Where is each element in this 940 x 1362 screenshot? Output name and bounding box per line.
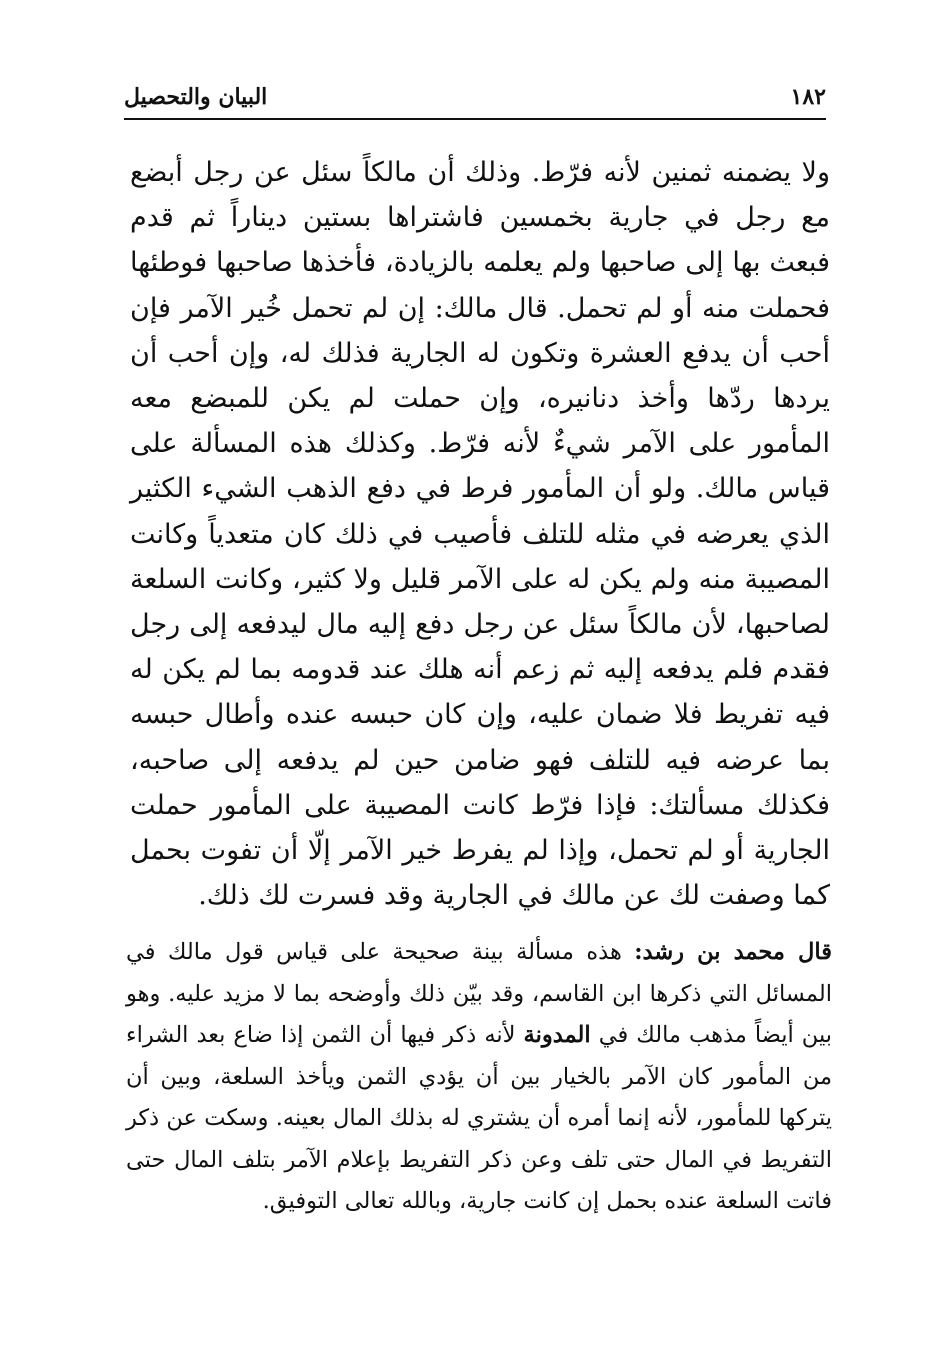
commentary-paragraph bbox=[126, 932, 832, 1223]
page-number: ١٨٢ bbox=[790, 84, 826, 110]
commentary-text-part1: هذه مسألة بينة صحيحة على قياس قول مالك في المسائل التي ذكرها ابن القاسم، وقد بيّن ذلك وأوضحه بما لا مزيد عليه. وهو بين أيضاً مذهب مالك في bbox=[126, 939, 832, 1048]
book-title: البيان والتحصيل bbox=[124, 84, 268, 110]
commentary-text-part2: لأنه ذكر فيها أن الثمن إذا ضاع بعد الشراء من المأمور كان الآمر بالخيار بين أن يؤدي الثمن ويأخذ السلعة، وبين أن يتركها للمأمور، لأنه إنما أمره أن يشتري له بذلك المال بعينه. وسكت عن ذكر التفريط في المال حتى تلف وعن ذكر التفريط بإعلام الآمر بتلف المال حتى فاتت السلعة عنده بحمل إن كانت جارية، وبالله تعالى التوفيق. bbox=[126, 1022, 832, 1214]
header-divider bbox=[124, 118, 826, 120]
running-header bbox=[124, 84, 826, 116]
commentator-name: قال محمد بن رشد: bbox=[634, 939, 832, 965]
source-title: المدونة bbox=[523, 1022, 591, 1048]
main-text-paragraph: ولا يضمنه ثمنين لأنه فرّط. وذلك أن مالكاً سئل عن رجل أبضع مع رجل في جارية بخمسين فاشتراها بستين ديناراً ثم قدم فبعث بها إلى صاحبها ولم يعلمه بالزيادة، فأخذها صاحبها فوطئها فحملت منه أو لم تحمل. قال مالك: إن لم تحمل خُير الآمر فإن أحب أن يدفع العشرة وتكون له الجارية فذلك له، وإن أحب أن يردها ردّها وأخذ دنانيره، وإن حملت لم يكن للمبضع معه المأمور على الآمر شيءٌ لأنه فرّط. وكذلك هذه المسألة على قياس مالك. ولو أن المأمور فرط في دفع الذهب الشيء الكثير الذي يعرضه في مثله للتلف فأصيب في ذلك كان متعدياً وكانت المصيبة منه ولم يكن له على الآمر قليل ولا كثير، وكانت السلعة لصاحبها، لأن مالكاً سئل عن رجل دفع إليه مال ليدفعه إلى رجل فقدم فلم يدفعه إليه ثم زعم أنه هلك عند قدومه بما لم يكن له فيه تفريط فلا ضمان عليه، وإن كان حبسه عنده وأطال حبسه بما عرضه فيه للتلف فهو ضامن حين لم يدفعه إلى صاحبه، فكذلك مسألتك: فإذا فرّط كانت المصيبة على المأمور حملت الجارية أو لم تحمل، وإذا لم يفرط خير الآمر إلّا أن تفوت بحمل كما وصفت لك عن مالك في الجارية وقد فسرت لك ذلك. bbox=[130, 157, 830, 912]
